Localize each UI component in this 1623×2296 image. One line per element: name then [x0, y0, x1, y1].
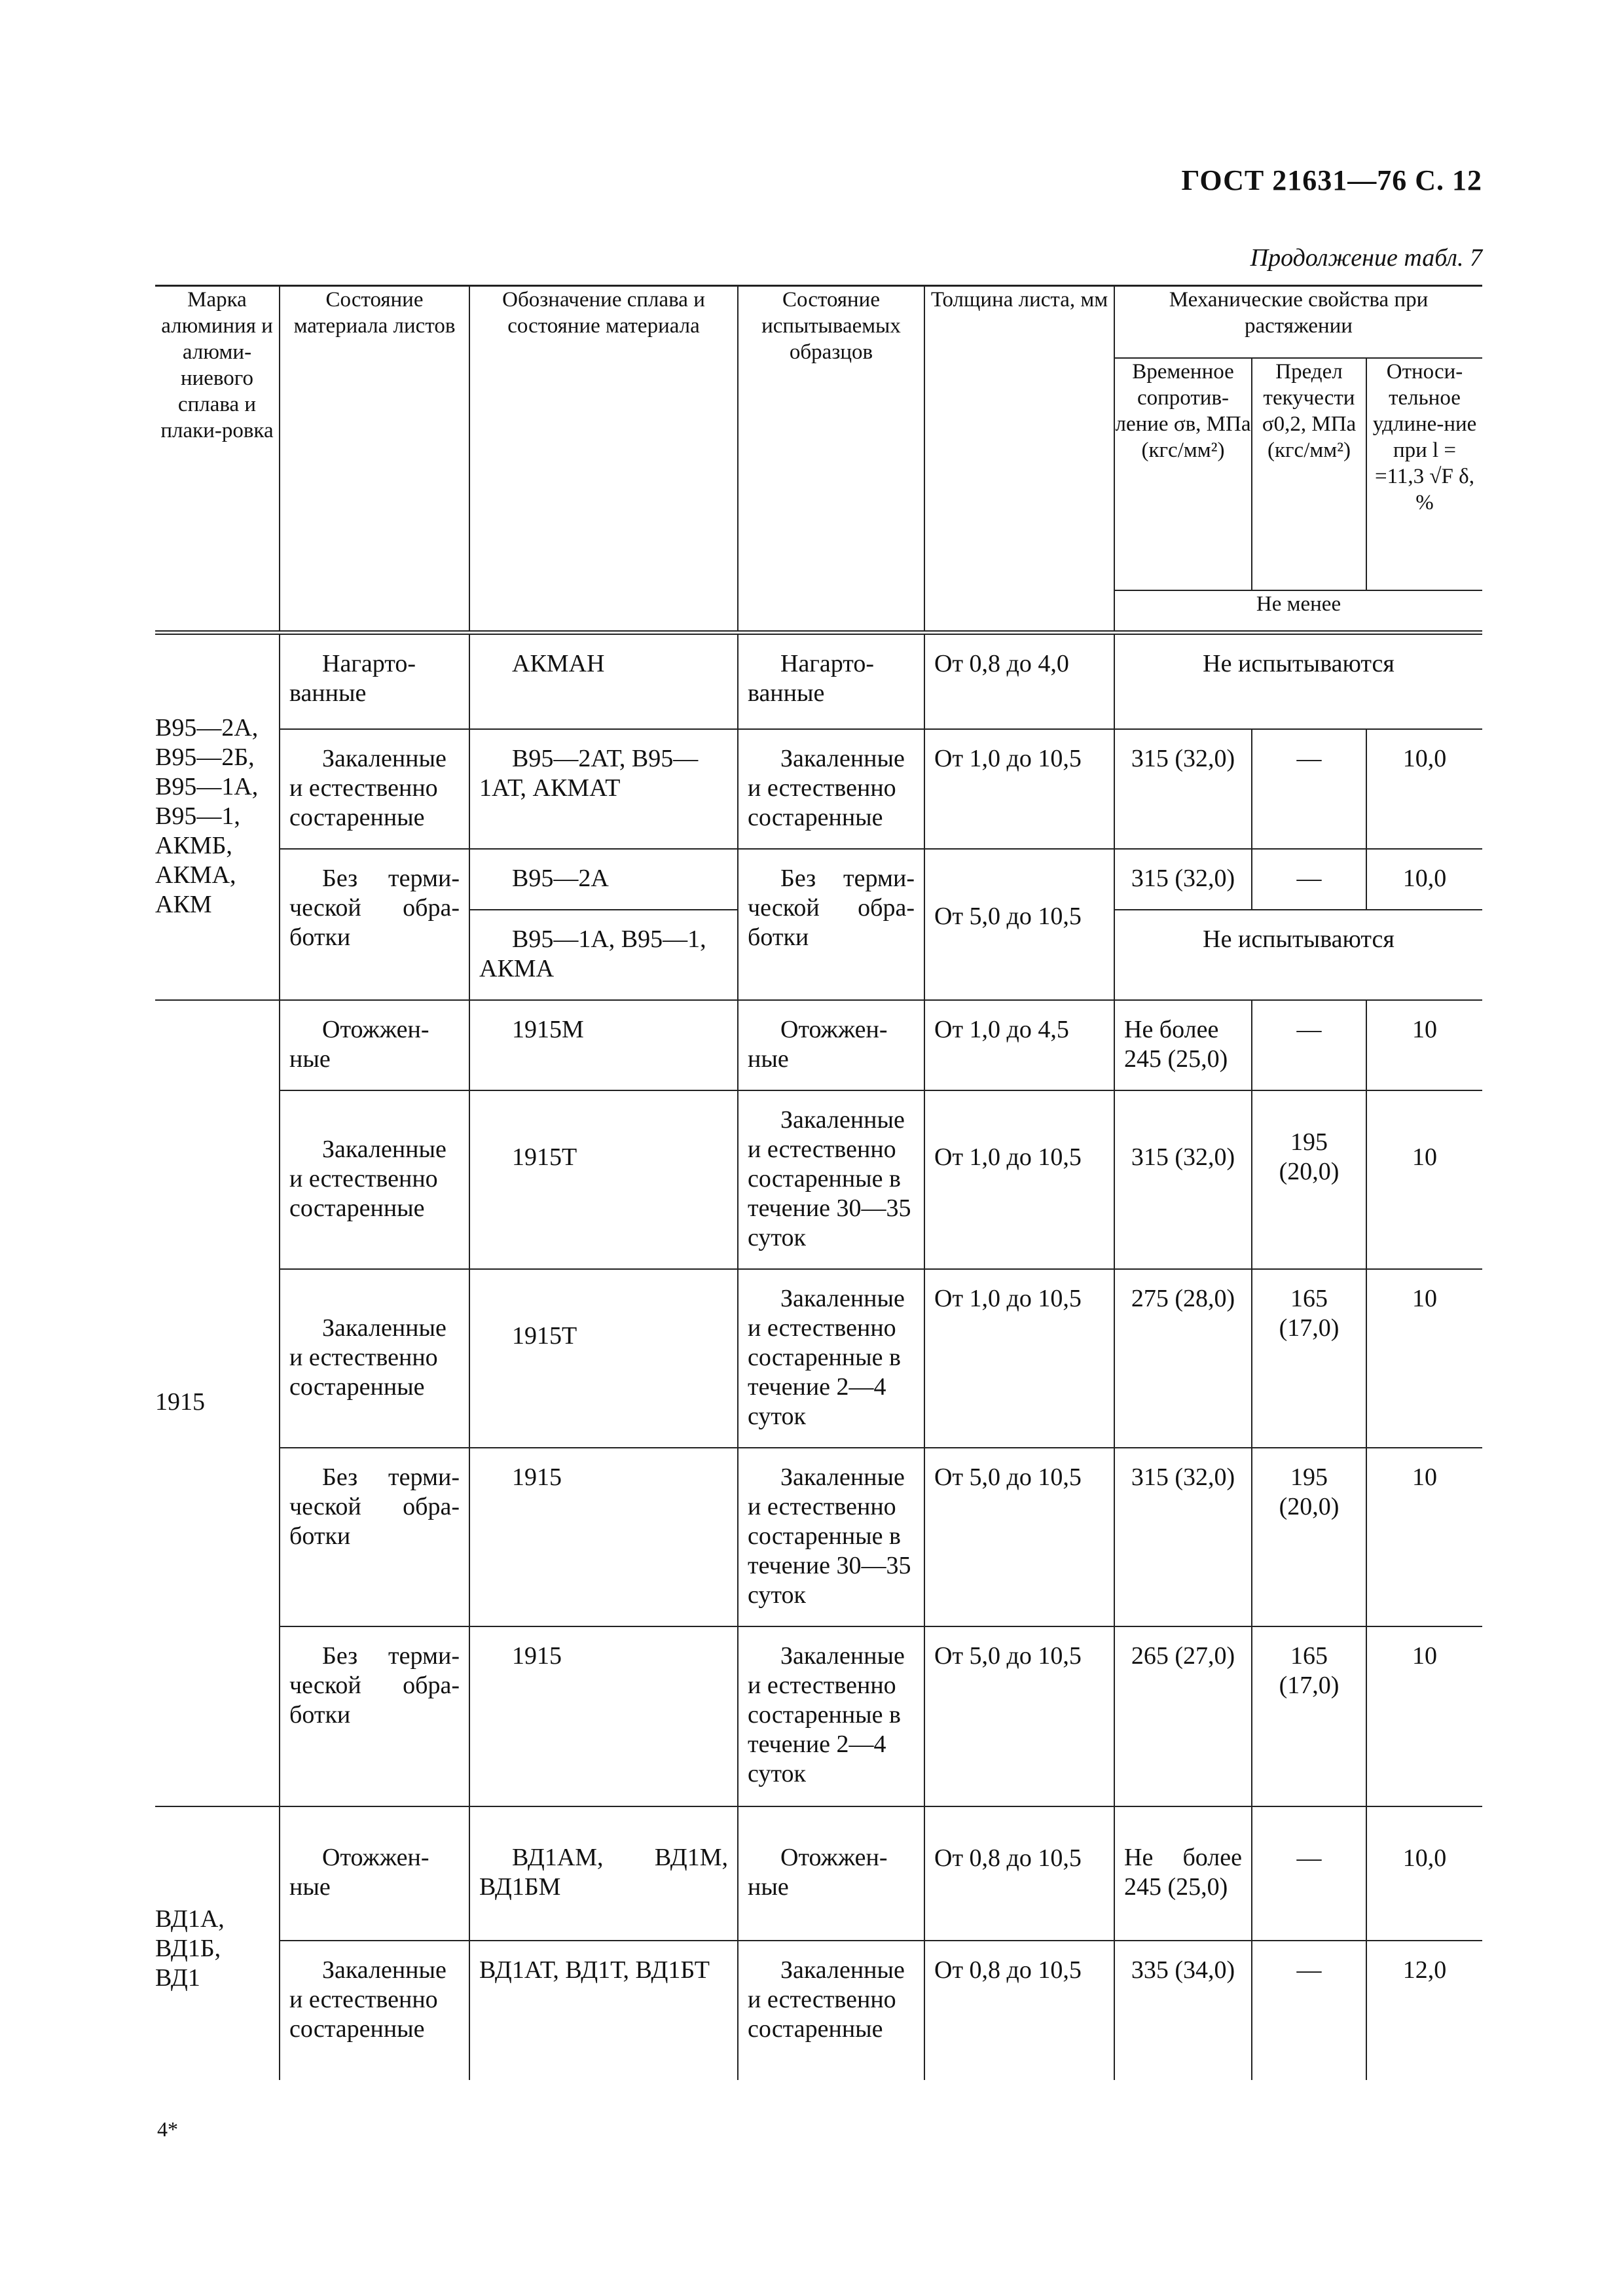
column-header-mechanical-properties: Механические свойства при растяжении — [1114, 286, 1482, 358]
yield-cell: 195 (20,0) — [1252, 1448, 1366, 1626]
thickness-cell: От 0,8 до 10,5 — [924, 1941, 1114, 2080]
tensile-cell: 315 (32,0) — [1114, 729, 1252, 849]
grade-cell: В95—2А, В95—2Б, В95—1А, В95—1, АКМБ, АКМА, АКМ — [155, 633, 280, 1000]
sample-state-cell: Без терми-ческой обра-ботки — [738, 849, 924, 1000]
column-header-sheet-state: Состояние материала листов — [280, 286, 469, 633]
column-header-grade: Марка алюминия и алюми-ниевого сплава и плаки-ровка — [155, 286, 280, 633]
sample-state-cell: Отожжен-ные — [738, 1806, 924, 1941]
tensile-cell: Не более 245 (25,0) — [1114, 1806, 1252, 1941]
column-header-not-less: Не менее — [1256, 592, 1341, 616]
designation-cell: 1915Т — [469, 1269, 738, 1448]
thickness-cell: От 1,0 до 10,5 — [924, 1090, 1114, 1269]
designation-cell: 1915 — [469, 1626, 738, 1806]
thickness-cell: От 0,8 до 4,0 — [924, 633, 1114, 729]
sample-state-cell: Закаленные и естественно состаренные — [738, 729, 924, 849]
sample-state-cell: Закаленные и естественно состаренные в течение 2—4 суток — [738, 1269, 924, 1448]
column-header-sample-state: Состояние испытываемых образцов — [738, 286, 924, 633]
grade-cell: ВД1А, ВД1Б, ВД1 — [155, 1806, 280, 2080]
column-header-tensile-strength: Временное сопротив-ление σв, МПа (кгс/мм²) — [1114, 358, 1252, 590]
elongation-cell: 10 — [1366, 1000, 1482, 1090]
sample-state-cell: Закаленные и естественно состаренные в течение 2—4 суток — [738, 1626, 924, 1806]
designation-cell: В95—2А — [469, 849, 738, 910]
sample-state-cell: Закаленные и естественно состаренные в течение 30—35 суток — [738, 1448, 924, 1626]
table-continuation-caption: Продолжение табл. 7 — [1250, 244, 1482, 272]
sheet-state-cell: Закаленные и естественно состаренные — [280, 729, 469, 849]
yield-cell: — — [1252, 1000, 1366, 1090]
thickness-cell: От 1,0 до 4,5 — [924, 1000, 1114, 1090]
sample-state-cell: Закаленные и естественно состаренные в течение 30—35 суток — [738, 1090, 924, 1269]
column-header-designation: Обозначение сплава и состояние материала — [469, 286, 738, 633]
yield-cell: — — [1252, 1806, 1366, 1941]
sample-state-cell: Нагарто-ванные — [738, 633, 924, 729]
designation-cell: В95—2АТ, В95—1АТ, АКМАТ — [469, 729, 738, 849]
designation-cell: 1915М — [469, 1000, 738, 1090]
sheet-state-cell: Нагарто-ванные — [280, 633, 469, 729]
sheet-state-cell: Закаленные и естественно состаренные — [280, 1941, 469, 2080]
elongation-cell: 10 — [1366, 1090, 1482, 1269]
designation-cell: 1915 — [469, 1448, 738, 1626]
sheet-state-cell: Отожжен-ные — [280, 1806, 469, 1941]
yield-cell: 195 (20,0) — [1252, 1090, 1366, 1269]
not-tested-cell: Не испытываются — [1114, 633, 1482, 729]
column-header-yield-strength: Предел текучести σ0,2, МПа (кгс/мм²) — [1252, 358, 1366, 590]
page-footer-note: 4* — [157, 2117, 178, 2141]
sample-state-cell: Отожжен-ные — [738, 1000, 924, 1090]
yield-cell: 165 (17,0) — [1252, 1626, 1366, 1806]
elongation-cell: 10,0 — [1366, 849, 1482, 910]
page-title: ГОСТ 21631—76 С. 12 — [1181, 164, 1482, 196]
tensile-cell: 265 (27,0) — [1114, 1626, 1252, 1806]
thickness-cell: От 5,0 до 10,5 — [924, 1448, 1114, 1626]
elongation-cell: 10,0 — [1366, 1806, 1482, 1941]
elongation-cell: 10 — [1366, 1448, 1482, 1626]
thickness-cell: От 0,8 до 10,5 — [924, 1806, 1114, 1941]
designation-cell: ВД1АТ, ВД1Т, ВД1БТ — [469, 1941, 738, 2080]
thickness-cell: От 5,0 до 10,5 — [924, 849, 1114, 1000]
mechanical-properties-table — [155, 285, 1482, 2080]
elongation-cell: 12,0 — [1366, 1941, 1482, 2080]
designation-cell: ВД1АМ, ВД1М, ВД1БМ — [469, 1806, 738, 1941]
sheet-state-cell: Без терми-ческой обра-ботки — [280, 1448, 469, 1626]
sample-state-cell: Закаленные и естественно состаренные — [738, 1941, 924, 2080]
thickness-cell: От 1,0 до 10,5 — [924, 1269, 1114, 1448]
tensile-cell: 315 (32,0) — [1114, 1448, 1252, 1626]
tensile-cell: 315 (32,0) — [1114, 849, 1252, 910]
sheet-state-cell: Без терми-ческой обра-ботки — [280, 849, 469, 1000]
elongation-cell: 10 — [1366, 1626, 1482, 1806]
tensile-cell: Не более 245 (25,0) — [1114, 1000, 1252, 1090]
designation-cell: 1915Т — [469, 1090, 738, 1269]
sheet-state-cell: Без терми-ческой обра-ботки — [280, 1626, 469, 1806]
column-header-elongation: Относи-тельное удлине-ние при l = =11,3 √F δ, % — [1366, 358, 1482, 590]
tensile-cell: 315 (32,0) — [1114, 1090, 1252, 1269]
yield-cell: — — [1252, 1941, 1366, 2080]
thickness-cell: От 1,0 до 10,5 — [924, 729, 1114, 849]
tensile-cell: 335 (34,0) — [1114, 1941, 1252, 2080]
yield-cell: 165 (17,0) — [1252, 1269, 1366, 1448]
designation-cell: В95—1А, В95—1, АКМА — [469, 910, 738, 1000]
not-tested-cell: Не испытываются — [1114, 910, 1482, 1000]
yield-cell: — — [1252, 729, 1366, 849]
sheet-state-cell: Отожжен-ные — [280, 1000, 469, 1090]
yield-cell: — — [1252, 849, 1366, 910]
sheet-state-cell: Закаленные и естественно состаренные — [280, 1090, 469, 1269]
tensile-cell: 275 (28,0) — [1114, 1269, 1252, 1448]
sheet-state-cell: Закаленные и естественно состаренные — [280, 1269, 469, 1448]
thickness-cell: От 5,0 до 10,5 — [924, 1626, 1114, 1806]
elongation-cell: 10 — [1366, 1269, 1482, 1448]
column-header-thickness: Толщина листа, мм — [924, 286, 1114, 633]
elongation-cell: 10,0 — [1366, 729, 1482, 849]
grade-cell: 1915 — [155, 1000, 280, 1806]
designation-cell: АКМАН — [469, 633, 738, 729]
